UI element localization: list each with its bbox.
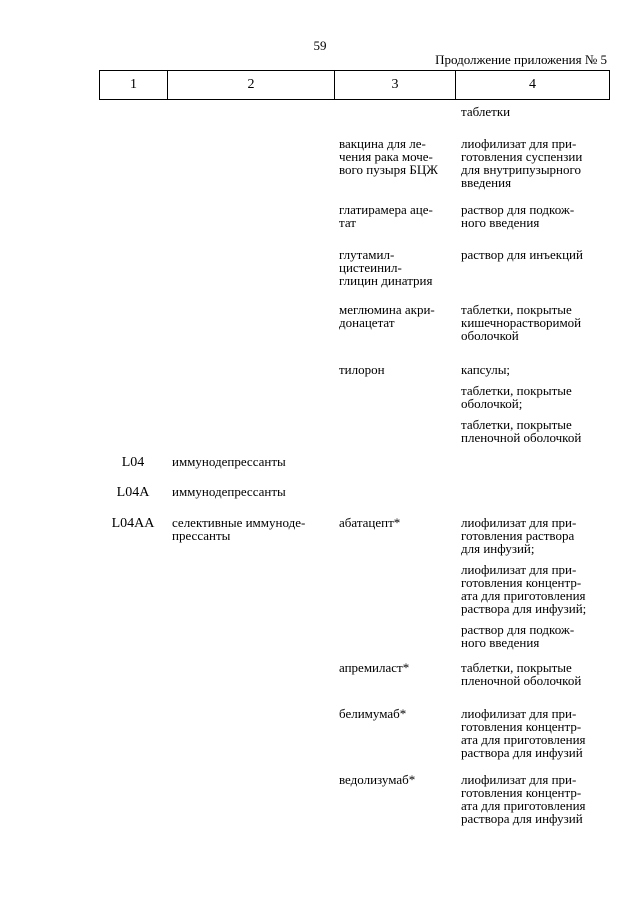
atc-code: L04 [121,455,145,470]
header-col-2: 2 [168,71,335,100]
page-number: 59 [313,38,327,53]
dosage-form: таблетки [461,104,511,119]
drug-name: меглюмина акри- донацетат [339,302,435,330]
drug-name: апремиласт* [339,660,410,675]
dosage-form: таблетки, покрытые пленочной оболочкой [461,660,582,688]
dosage-form: таблетки, покрытые кишечнорастворимой оболочкой [461,302,582,343]
dosage-forms [461,303,611,350]
dosage-forms [461,707,611,767]
dosage-forms [461,773,611,833]
dosage-form: лиофилизат для при- готовления раствора для инфузий; [461,515,577,556]
table-header [99,70,610,100]
atc-code: L04AA [111,516,155,531]
drug-name: глутамил- цистеинил- глицин динатрия [339,247,433,288]
dosage-forms [461,203,611,237]
header-col-1: 1 [100,71,168,100]
dosage-form: раствор для подкож- ного введения [461,622,575,650]
dosage-forms [461,105,611,126]
dosage-form: раствор для инъекций [461,247,583,262]
drug-name: тилорон [339,362,385,377]
dosage-form: лиофилизат для при- готовления концентр- ата для приготовления раствора для инфузий [461,772,586,826]
anatomic-group: иммунодепрессанты [172,484,286,499]
drug-name: глатирамера аце- тат [339,202,433,230]
dosage-form: капсулы; [461,362,511,377]
drug-name: вакцина для ле- чения рака моче- вого пузыря БЦЖ [339,136,438,177]
dosage-forms [461,363,611,452]
dosage-form: раствор для подкож- ного введения [461,202,575,230]
dosage-forms [461,248,611,269]
dosage-forms [461,137,611,197]
anatomic-group: селективные иммуноде- прессанты [172,515,306,543]
drug-name: белимумаб* [339,706,407,721]
drug-name: абатацепт* [339,515,401,530]
drug-name: ведолизумаб* [339,772,416,787]
anatomic-group: иммунодепрессанты [172,454,286,469]
dosage-form: таблетки, покрытые оболочкой; [461,383,572,411]
header-col-4: 4 [456,71,610,100]
dosage-forms [461,516,611,657]
continuation-label: Продолжение приложения № 5 [435,52,607,67]
dosage-form: лиофилизат для при- готовления концентр- ата для приготовления раствора для инфузий [461,706,586,760]
header-col-3: 3 [335,71,456,100]
dosage-forms [461,661,611,695]
dosage-form: лиофилизат для при- готовления концентр- ата для приготовления раствора для инфузий; [461,562,587,616]
atc-code: L04A [116,485,150,500]
dosage-form: таблетки, покрытые пленочной оболочкой [461,417,582,445]
dosage-form: лиофилизат для при- готовления суспензии для внутрипузырного введения [461,136,583,190]
